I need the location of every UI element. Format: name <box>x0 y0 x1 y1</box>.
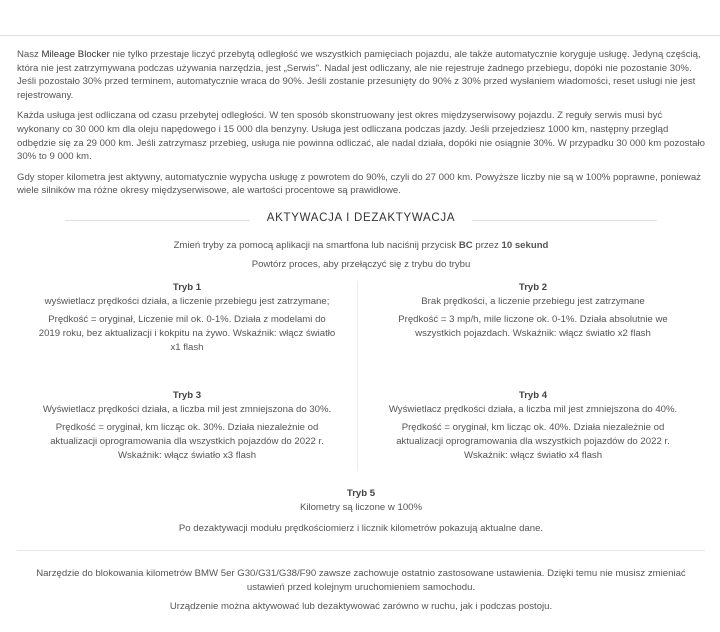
mode-2 <box>383 281 683 340</box>
intro-text-start: Nasz <box>17 49 42 60</box>
mode-detail: Prędkość = oryginał, Liczenie mil ok. 0-1%. Działa z modelami do 2019 roku, bez aktualizacji i kokpitu na żywo. Wskaźnik: włącz światło x1 flash <box>38 314 336 353</box>
intro-section <box>17 48 705 198</box>
mode-detail: Prędkość = oryginał, km licząc ok. 40%. Działa niezależnie od aktualizacji oprogramowania dla wszystkich pojazdów do 2022 r. Wskaźnik: włącz światło x4 flash <box>396 422 670 461</box>
instruction-text-mid: przez <box>472 239 502 251</box>
description-content <box>17 48 705 620</box>
mode-3 <box>37 389 337 462</box>
instruction-line-1 <box>17 239 705 253</box>
instruction-line-2: Powtórz proces, aby przełączyć się z trybu do trybu <box>251 258 471 270</box>
press-duration: 10 sekund <box>501 239 549 251</box>
footer-paragraph-1: Narzędzie do blokowania kilometrów BMW 5er G30/G31/G38/F90 zawsze zachowuje ostatnio zastosowane ustawienia. Dzięki temu nie musisz zmieniać ustawień przed kolejnym uruchomieniem samochodu. <box>36 567 686 593</box>
brand-name: Mileage Blocker <box>41 49 110 60</box>
mode-detail: Prędkość = 3 mp/h, mile liczone ok. 0-1%. Działa absolutnie we wszystkich pojazdach. Wskaźnik: włącz światło x2 flash <box>398 314 668 339</box>
footer-paragraph-2: Urządzenie można aktywować lub dezaktywować zarówno w ruchu, jak i podczas postoju. <box>169 601 553 613</box>
footer-notes <box>17 567 705 614</box>
mode-1 <box>37 281 337 354</box>
intro-text-rest: nie tylko przestaje liczyć przebytą odległość we wszystkich pamięciach pojazdu, ale także automatycznie koryguje usługę. Jedyną częścią, która nie jest zatrzymywana podczas używania narzędzia, jest „Serwis". Nadal jest odliczany, ale nie rejestruje żadnego przebiegu, dopóki nie pozostanie 30%. Jeśli pozostało 30% przed terminem, automatycznie wraca do 90%. Jeśli zostanie przesunięty do 90% z 30% przed wysłaniem wiadomości, reset usługi nie jest rejestrowany. <box>17 49 701 101</box>
intro-paragraph-3: Gdy stoper kilometra jest aktywny, automatycznie wypycha usługę z powrotem do 90%, czyli do 27 000 km. Powyższe liczby nie są w 100% poprawne, ponieważ wiele silników ma różne okresy międzyserwisowe, ale wartości procentowe są prawidłowe. <box>17 171 701 197</box>
mode-description: Wyświetlacz prędkości działa, a liczba mil jest zmniejszona do 40%. <box>388 403 678 415</box>
mode-5 <box>17 487 705 536</box>
mode-description: wyświetlacz prędkości działa, a liczenie przebiegu jest zatrzymane; <box>44 295 330 307</box>
instruction-text: Zmień tryby za pomocą aplikacji na smartfona lub naciśnij przycisk <box>173 239 459 251</box>
mode-detail: Prędkość = oryginał, km licząc ok. 30%. Działa niezależnie od aktualizacji oprogramowania dla wszystkich pojazdów do 2022 r. Wskaźnik: włącz światło x3 flash <box>50 422 324 461</box>
mode-title: Tryb 5 <box>346 488 376 500</box>
mode-title: Tryb 4 <box>518 390 548 402</box>
mode-title: Tryb 1 <box>172 282 202 294</box>
divider <box>17 550 705 551</box>
deactivation-note: Po dezaktywacji modułu prędkościomierz i licznik kilometrów pokazują aktualne dane. <box>178 523 544 535</box>
section-heading <box>17 212 705 228</box>
mode-description: Kilometry są liczone w 100% <box>299 501 423 513</box>
activation-instructions <box>17 239 705 271</box>
top-bar <box>0 0 720 36</box>
intro-paragraph-1 <box>17 48 705 102</box>
mode-description: Brak prędkości, a liczenie przebiegu jest zatrzymane <box>421 295 645 307</box>
mode-description: Wyświetlacz prędkości działa, a liczba mil jest zmniejszona do 30%. <box>42 403 332 415</box>
mode-4 <box>383 389 683 462</box>
section-heading-text: AKTYWACJA I DEZAKTYWACJA <box>266 211 456 224</box>
bc-button-label: BC <box>458 239 473 251</box>
mode-title: Tryb 2 <box>518 282 548 294</box>
intro-paragraph-2: Każda usługa jest odliczana od czasu przebytej odległości. W ten sposób skonstruowany jest okres międzyserwisowy pojazdu. Z reguły serwis musi być wykonany co 30 000 km dla oleju napędowego i 15 000 dla benzyny. Usługa jest odliczana podczas jazdy. Jeśli przejedziesz 1000 km, następny przegląd odbędzie się za 29 000 km. Jeśli zatrzymasz przebieg, usługa nie powinna odliczać, ale nadal działa, dopóki nie osiągnie 30%. W przypadku 30 000 km pozostało 30% to 9 000 km. <box>17 110 705 163</box>
modes-grid <box>17 281 705 487</box>
mode-title: Tryb 3 <box>172 390 202 402</box>
